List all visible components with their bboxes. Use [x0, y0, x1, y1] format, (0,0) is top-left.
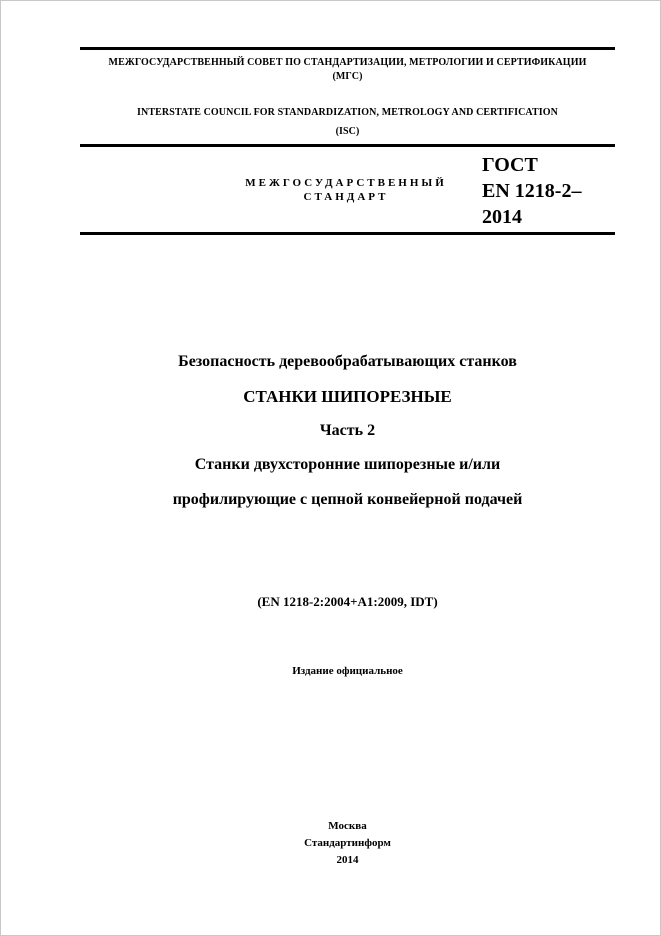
top-rule — [80, 47, 615, 50]
title-line-5: профилирующие с цепной конвейерной подачей — [172, 491, 523, 508]
standard-type-line2: СТАНДАРТ — [303, 191, 389, 203]
imprint-city: Москва — [328, 820, 367, 832]
identity-reference: (EN 1218-2:2004+A1:2009, IDT) — [257, 594, 438, 609]
gost-number-line1: ГОСТ — [482, 154, 538, 176]
council-abbr-en: (ISC) — [335, 126, 360, 137]
imprint — [80, 818, 615, 869]
standard-type-line1: МЕЖГОСУДАРСТВЕННЫЙ — [245, 177, 447, 189]
standard-type — [239, 176, 453, 204]
imprint-publisher: Стандартинформ — [304, 837, 391, 849]
title-line-4: Станки двухсторонние шипорезные и/или — [194, 456, 501, 473]
council-name-ru: МЕЖГОСУДАРСТВЕННЫЙ СОВЕТ ПО СТАНДАРТИЗАЦИИ, МЕТРОЛОГИИ И СЕРТИФИКАЦИИ — [108, 57, 587, 68]
bottom-header-rule — [80, 232, 615, 235]
council-name-en: INTERSTATE COUNCIL FOR STANDARDIZATION, METROLOGY AND CERTIFICATION — [137, 107, 558, 118]
title-line-1: Безопасность деревообрабатывающих станков — [178, 353, 517, 370]
title-line-3: Часть 2 — [319, 422, 376, 439]
imprint-year: 2014 — [336, 854, 359, 866]
gost-number-line3: 2014 — [482, 206, 522, 228]
middle-rule — [80, 144, 615, 147]
gost-number — [482, 152, 581, 230]
edition-label: Издание официальное — [292, 665, 403, 677]
gost-number-line2: EN 1218-2– — [482, 180, 582, 202]
title-line-2: СТАНКИ ШИПОРЕЗНЫЕ — [243, 387, 452, 406]
council-abbr-ru: (МГС) — [332, 71, 363, 82]
